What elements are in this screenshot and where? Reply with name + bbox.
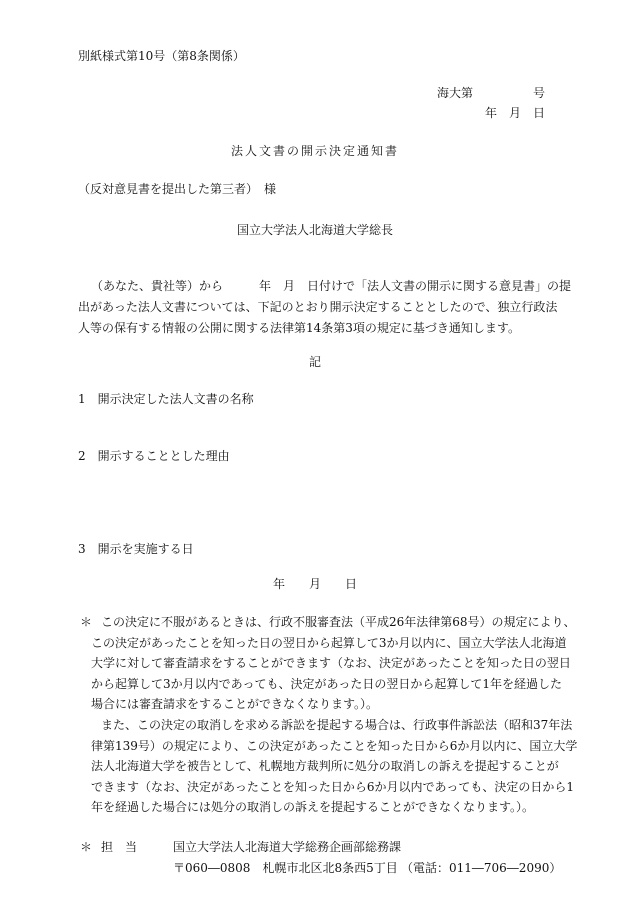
- note-line-2: この決定があったことを知った日の翌日から起算して3か月以内に、国立大学法人北海道: [91, 636, 567, 650]
- body-line-1: （あなた、貴社等）から 年 月 日付けで「法人文書の開示に関する意見書」の提: [91, 279, 572, 293]
- contact-marker: ＊: [80, 840, 93, 854]
- note-line-5: 場合には審査請求をすることができなくなります。）。: [91, 697, 379, 711]
- page-title: 法人文書の開示決定通知書: [230, 144, 399, 158]
- section-2-label: 2 開示することとした理由: [78, 449, 230, 463]
- contact-address: 〒060―0808 札幌市北区北8条西5丁目: [173, 861, 398, 875]
- document-number: 海大第 号: [436, 86, 545, 100]
- note-line-4: から起算して3か月以内であっても、決定があった日の翌日から起算して1年を経過した: [91, 677, 563, 691]
- note-line-1: この決定に不服があるときは、行政不服審査法（平成26年法律第68号）の規定により、: [101, 615, 576, 629]
- note-line-8: 法人北海道大学を被告として、札幌地方裁判所に処分の取消しの訴えを提起することが: [91, 759, 559, 773]
- ki-marker: 記: [308, 355, 321, 369]
- body-line-3: 人等の保有する情報の公開に関する法律第14条第3項の規定に基づき通知します。: [78, 321, 520, 335]
- section-3-label: 3 開示を実施する日: [78, 542, 194, 556]
- form-number: 別紙様式第10号（第8条関係）: [78, 49, 245, 63]
- sender: 国立大学法人北海道大学総長: [236, 223, 393, 237]
- section-1-label: 1 開示決定した法人文書の名称: [78, 392, 254, 406]
- contact-label: 担 当: [101, 840, 138, 854]
- note-marker: ＊: [80, 615, 93, 629]
- contact-department: 国立大学法人北海道大学総務企画部総務課: [173, 840, 402, 854]
- body-line-2: 出があった法人文書については、下記のとおり開示決定することとしたので、独立行政法: [78, 300, 558, 314]
- note-line-6: また、この決定の取消しを求める訴訟を提起する場合は、行政事件訴訟法（昭和37年法: [101, 718, 573, 732]
- implementation-date: 年 月 日: [272, 577, 357, 591]
- note-line-9: できます（なお、決定があったことを知った日から6か月以内であっても、決定の日から1: [91, 780, 575, 794]
- document-date: 年 月 日: [484, 106, 545, 120]
- contact-phone: （電話：011―706―2090）: [401, 861, 562, 875]
- note-line-10: 年を経過した場合には処分の取消しの訴えを提起することができなくなります。）。: [91, 800, 535, 814]
- note-line-7: 律第139号）の規定により、この決定があったことを知った日から6か月以内に、国立大学: [91, 739, 578, 753]
- addressee: （反対意見書を提出した第三者） 様: [78, 182, 277, 196]
- note-line-3: 大学に対して審査請求をすることができます（なお、決定があったことを知った日の翌日: [91, 656, 571, 670]
